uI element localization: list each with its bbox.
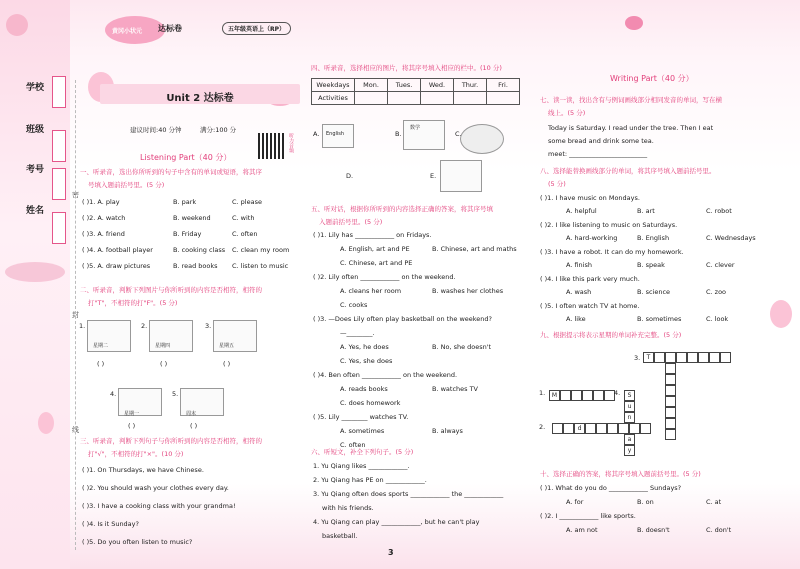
q1-option-c[interactable]: C. clean my room xyxy=(232,246,290,254)
crossword-clue-number: 4. xyxy=(614,389,621,397)
school-label: 学校 xyxy=(26,83,45,93)
crossword-cell[interactable] xyxy=(665,418,676,429)
time-info: 建议时间:40 分钟 xyxy=(130,126,182,134)
q3-statement[interactable]: ( )3. I have a cooking class with your grandma! xyxy=(82,502,236,510)
crossword-cell[interactable] xyxy=(560,390,571,401)
crossword-cell[interactable] xyxy=(585,423,596,434)
q8-option-b[interactable]: B. art xyxy=(637,207,655,215)
q8-option-a[interactable]: A. wash xyxy=(566,288,592,296)
q7-line: some bread and drink some tea. xyxy=(548,137,654,145)
picture-letter: A. xyxy=(313,130,320,138)
q2-number: 5. xyxy=(172,390,179,398)
crossword-cell[interactable] xyxy=(698,352,709,363)
q5-option-c[interactable]: C. Chinese, art and PE xyxy=(340,259,413,267)
q1-option-b[interactable]: B. read books xyxy=(173,262,218,270)
q2-day-label: 周末 xyxy=(186,411,197,417)
q7-line[interactable]: meet: ________________________ xyxy=(548,150,648,158)
q1-option-a[interactable]: ( )1. A. play xyxy=(82,198,120,206)
crossword-cell[interactable] xyxy=(665,374,676,385)
school-field[interactable] xyxy=(52,76,66,108)
q2-number: 1. xyxy=(79,322,86,330)
q8-option-a[interactable]: A. hard-working xyxy=(566,234,618,242)
q2-day-label: 星期五 xyxy=(219,343,235,349)
picture-letter: C. xyxy=(455,130,462,138)
q1-option-c[interactable]: C. often xyxy=(232,230,258,238)
q8-option-a[interactable]: A. helpful xyxy=(566,207,597,215)
q8-heading-2: (5 分) xyxy=(548,180,566,188)
table-answer-cell[interactable] xyxy=(487,92,520,105)
q3-statement[interactable]: ( )5. Do you often listen to music? xyxy=(82,538,193,546)
q8-question[interactable]: ( )5. I often watch TV at home. xyxy=(540,302,640,310)
q5-option-a[interactable]: A. English, art and PE xyxy=(340,245,410,253)
q3-statement[interactable]: ( )2. You should wash your clothes every day. xyxy=(82,484,229,492)
q1-option-b[interactable]: B. park xyxy=(173,198,197,206)
number-field[interactable] xyxy=(52,168,66,200)
q8-option-b[interactable]: B. English xyxy=(637,234,670,242)
crossword-cell[interactable]: n xyxy=(624,412,635,423)
q5-option-b[interactable]: B. No, she doesn't xyxy=(432,343,492,351)
schedule-table xyxy=(311,78,520,105)
q8-question[interactable]: ( )4. I like this park very much. xyxy=(540,275,640,283)
q1-option-b[interactable]: B. cooking class xyxy=(173,246,226,254)
sports-picture xyxy=(440,160,482,192)
q3-heading: 三、听录音，判断下列句子与你所听到的内容是否相符，相符的 xyxy=(80,437,262,445)
crossword-cell[interactable] xyxy=(582,390,593,401)
name-label: 姓名 xyxy=(26,206,45,216)
q6-sentence[interactable]: with his friends. xyxy=(322,504,374,512)
crossword-cell[interactable] xyxy=(654,352,665,363)
q1-heading: 一、听录音，选出你所听到的句子中含有的单词或短语，将其序 xyxy=(80,168,262,176)
table-answer-cell[interactable] xyxy=(388,92,421,105)
picture-letter: E. xyxy=(430,172,437,180)
q2-number: 2. xyxy=(141,322,148,330)
table-header-cell: Thur. xyxy=(454,79,487,92)
airplane-icon xyxy=(5,262,65,282)
q2-number: 4. xyxy=(110,390,117,398)
writing-part-title: Writing Part（40 分） xyxy=(610,74,694,83)
q8-heading: 八、选择能替换画线部分的单词，将其序号填入题前括号里。 xyxy=(540,167,716,175)
page-number: 3 xyxy=(388,548,394,557)
q6-sentence[interactable]: 4. Yu Qiang can play ____________, but he can't play xyxy=(313,518,480,526)
q5-question-reply: —________. xyxy=(340,329,375,337)
table-header-cell: Wed. xyxy=(421,79,454,92)
binding-line xyxy=(75,80,76,550)
q8-option-c[interactable]: C. look xyxy=(706,315,729,323)
table-answer-cell[interactable] xyxy=(421,92,454,105)
q7-heading-2: 线上。(5 分) xyxy=(548,109,586,117)
q5-option-a[interactable]: A. sometimes xyxy=(340,427,385,435)
table-header-cell: Fri. xyxy=(487,79,520,92)
q6-heading: 六、听短文，补全下列句子。(5 分) xyxy=(311,448,414,456)
q1-option-a[interactable]: ( )5. A. draw pictures xyxy=(82,262,151,270)
q8-option-b[interactable]: B. science xyxy=(637,288,671,296)
q8-question[interactable]: ( )1. I have music on Mondays. xyxy=(540,194,640,202)
q5-option-b[interactable]: B. washes her clothes xyxy=(432,287,504,295)
crossword-cell[interactable] xyxy=(665,396,676,407)
q6-sentence[interactable]: 2. Yu Qiang has PE on ____________. xyxy=(313,476,427,484)
number-label: 考号 xyxy=(26,165,45,175)
q5-option-c[interactable]: C. cooks xyxy=(340,301,368,309)
crossword-cell[interactable]: M xyxy=(549,390,560,401)
q2-day-label: 星期一 xyxy=(124,411,140,417)
crossword-cell[interactable]: S xyxy=(624,390,635,401)
page-title: Unit 2 达标卷 xyxy=(166,93,234,104)
name-field[interactable] xyxy=(52,212,66,244)
q6-sentence[interactable]: basketball. xyxy=(322,532,358,540)
crossword-cell[interactable] xyxy=(665,385,676,396)
student-info-sidebar xyxy=(0,0,70,569)
crossword-clue-number: 2. xyxy=(539,423,546,431)
q5-option-a[interactable]: A. reads books xyxy=(340,385,388,393)
crossword-cell[interactable]: y xyxy=(624,445,635,456)
q2-number: 3. xyxy=(205,322,212,330)
q8-option-a[interactable]: A. finish xyxy=(566,261,592,269)
q6-sentence[interactable]: 3. Yu Qiang often does sports ____________ the ____________ xyxy=(313,490,504,498)
score-info: 满分:100 分 xyxy=(200,126,237,134)
crossword-clue-number: 1. xyxy=(539,389,546,397)
class-label: 班级 xyxy=(26,125,45,135)
q1-option-c[interactable]: C. please xyxy=(232,198,262,206)
q10-option-a[interactable]: A. am not xyxy=(566,526,598,534)
q5-question[interactable]: ( )5. Lily ________ watches TV. xyxy=(313,413,409,421)
crossword-cell[interactable] xyxy=(607,423,618,434)
q5-option-b[interactable]: B. Chinese, art and maths xyxy=(432,245,517,253)
balloon-icon xyxy=(770,300,792,328)
q3-statement[interactable]: ( )1. On Thursdays, we have Chinese. xyxy=(82,466,204,474)
q8-option-a[interactable]: A. like xyxy=(566,315,586,323)
crossword-cell[interactable] xyxy=(629,423,640,434)
q5-option-b[interactable]: B. always xyxy=(432,427,463,435)
balloon-icon xyxy=(38,412,54,434)
q7-heading: 七、读一读，找出含有与例词画线部分相同发音的单词，写在横 xyxy=(540,96,722,104)
q5-option-c[interactable]: C. often xyxy=(340,441,366,449)
q10-option-b[interactable]: B. doesn't xyxy=(637,526,670,534)
q2-answer-paren[interactable]: ( ) xyxy=(128,422,136,430)
crossword-cell[interactable]: T xyxy=(643,352,654,363)
q10-option-b[interactable]: B. on xyxy=(637,498,654,506)
crossword-cell[interactable]: d xyxy=(574,423,585,434)
grade-tag: 五年级英语上（RP） xyxy=(222,22,291,35)
table-header-cell: Weekdays xyxy=(312,79,355,92)
q5-option-c[interactable]: C. does homework xyxy=(340,399,401,407)
crossword-cell[interactable] xyxy=(552,423,563,434)
q1-option-c[interactable]: C. with xyxy=(232,214,255,222)
kite-icon xyxy=(625,16,643,30)
table-header-cell: Mon. xyxy=(355,79,388,92)
q2-answer-paren[interactable]: ( ) xyxy=(160,360,168,368)
q1-option-b[interactable]: B. weekend xyxy=(173,214,211,222)
class-field[interactable] xyxy=(52,130,66,162)
english-book-label: English xyxy=(326,131,345,137)
q8-option-b[interactable]: B. speak xyxy=(637,261,665,269)
sun-icon xyxy=(6,14,28,36)
seal-mark-2: 封 xyxy=(72,311,79,319)
brand-name: 黄冈小状元 xyxy=(112,28,143,35)
table-answer-cell[interactable] xyxy=(355,92,388,105)
q2-answer-paren[interactable]: ( ) xyxy=(190,422,198,430)
q5-heading-2: 入题前括号里。(5 分) xyxy=(319,218,383,226)
q1-heading-2: 号填入题前括号里。(5 分) xyxy=(88,181,165,189)
table-answer-cell[interactable] xyxy=(454,92,487,105)
q6-sentence[interactable]: 1. Yu Qiang likes ____________. xyxy=(313,462,410,470)
maths-book-label: 数学 xyxy=(410,125,421,131)
table-header-cell: Tues. xyxy=(388,79,421,92)
q1-option-c[interactable]: C. listen to music xyxy=(232,262,289,270)
crossword-cell[interactable] xyxy=(563,423,574,434)
q5-heading: 五、听对话，根据你所听到的内容选择正确的答案，将其序号填 xyxy=(311,205,493,213)
q3-heading-2: 打"√"，不相符的打"×"。(10 分) xyxy=(88,450,184,458)
q10-question[interactable]: ( )1. What do you do ____________ Sundays? xyxy=(540,484,682,492)
crossword-cell[interactable]: a xyxy=(624,434,635,445)
q5-question[interactable]: ( )4. Ben often ____________ on the weekend. xyxy=(313,371,458,379)
q7-line: Today is Saturday. I read under the tree. Then I eat xyxy=(548,124,714,132)
picture-letter: D. xyxy=(346,172,354,180)
crossword-cell[interactable] xyxy=(665,407,676,418)
q10-question[interactable]: ( )2. I ____________ like sports. xyxy=(540,512,636,520)
crossword-cell[interactable] xyxy=(618,423,629,434)
crossword-cell[interactable] xyxy=(665,429,676,440)
q2-heading: 二、听录音，判断下列图片与你所听到的内容是否相符，相符的 xyxy=(80,286,262,294)
crossword-cell[interactable] xyxy=(665,363,676,374)
q8-option-c[interactable]: C. robot xyxy=(706,207,732,215)
q5-option-a[interactable]: A. cleans her room xyxy=(340,287,402,295)
crossword-clue-number: 3. xyxy=(634,354,641,362)
q8-option-c[interactable]: C. zoo xyxy=(706,288,727,296)
qr-label: 听力音频 xyxy=(288,133,294,153)
q8-option-b[interactable]: B. sometimes xyxy=(637,315,682,323)
listening-part-title: Listening Part（40 分） xyxy=(140,153,232,162)
table-row-label: Activities xyxy=(312,92,355,105)
q2-day-label: 星期四 xyxy=(155,343,171,349)
crossword-cell[interactable] xyxy=(709,352,720,363)
header-title: 达标卷 xyxy=(158,24,182,33)
q8-question[interactable]: ( )3. I have a robot. It can do my homework. xyxy=(540,248,684,256)
crossword-cell[interactable] xyxy=(665,352,676,363)
q2-answer-paren[interactable]: ( ) xyxy=(223,360,231,368)
q10-option-c[interactable]: C. don't xyxy=(706,526,732,534)
q5-question[interactable]: ( )1. Lily has ____________ on Fridays. xyxy=(313,231,432,239)
q9-heading: 九、根据提示将表示星期的单词补充完整。(5 分) xyxy=(540,331,682,339)
q1-option-a[interactable]: ( )3. A. friend xyxy=(82,230,125,238)
q1-option-a[interactable]: ( )4. A. football player xyxy=(82,246,153,254)
crossword-cell[interactable] xyxy=(593,390,604,401)
q5-question[interactable]: ( )3. —Does Lily often play basketball on the weekend? xyxy=(313,315,492,323)
q10-heading: 十、选择正确的答案，将其序号填入题前括号里。(5 分) xyxy=(540,470,701,478)
music-notes-picture xyxy=(358,164,400,186)
q5-option-c[interactable]: C. Yes, she does xyxy=(340,357,393,365)
seal-mark-3: 线 xyxy=(72,426,79,434)
q1-option-b[interactable]: B. Friday xyxy=(173,230,202,238)
q8-question[interactable]: ( )2. I like listening to music on Saturdays. xyxy=(540,221,678,229)
q8-option-c[interactable]: C. Wednesdays xyxy=(706,234,756,242)
q5-question[interactable]: ( )2. Lily often ____________ on the weekend. xyxy=(313,273,456,281)
crossword-cell[interactable] xyxy=(720,352,731,363)
crossword-cell[interactable]: u xyxy=(624,401,635,412)
picture-letter: B. xyxy=(395,130,402,138)
q1-option-a[interactable]: ( )2. A. watch xyxy=(82,214,126,222)
q8-option-c[interactable]: C. clever xyxy=(706,261,735,269)
q5-option-a[interactable]: A. Yes, he does xyxy=(340,343,389,351)
q2-day-label: 星期二 xyxy=(93,343,109,349)
title-band xyxy=(100,84,300,104)
q10-option-a[interactable]: A. for xyxy=(566,498,584,506)
crossword-cell[interactable] xyxy=(596,423,607,434)
q2-heading-2: 打"T"，不相符的打"F"。(5 分) xyxy=(88,299,178,307)
crossword-cell[interactable] xyxy=(571,390,582,401)
seal-mark-1: 密 xyxy=(72,191,79,199)
qr-code[interactable] xyxy=(258,133,284,159)
q5-option-b[interactable]: B. watches TV xyxy=(432,385,479,393)
crossword-cell[interactable] xyxy=(676,352,687,363)
q3-statement[interactable]: ( )4. Is it Sunday? xyxy=(82,520,139,528)
q4-heading: 四、听录音，选择相应的图片，将其序号填入相应的栏中。(10 分) xyxy=(311,64,502,72)
paint-palette-picture xyxy=(460,124,504,154)
crossword-cell[interactable] xyxy=(640,423,651,434)
crossword-cell[interactable] xyxy=(687,352,698,363)
q10-option-c[interactable]: C. at xyxy=(706,498,722,506)
q2-answer-paren[interactable]: ( ) xyxy=(97,360,105,368)
